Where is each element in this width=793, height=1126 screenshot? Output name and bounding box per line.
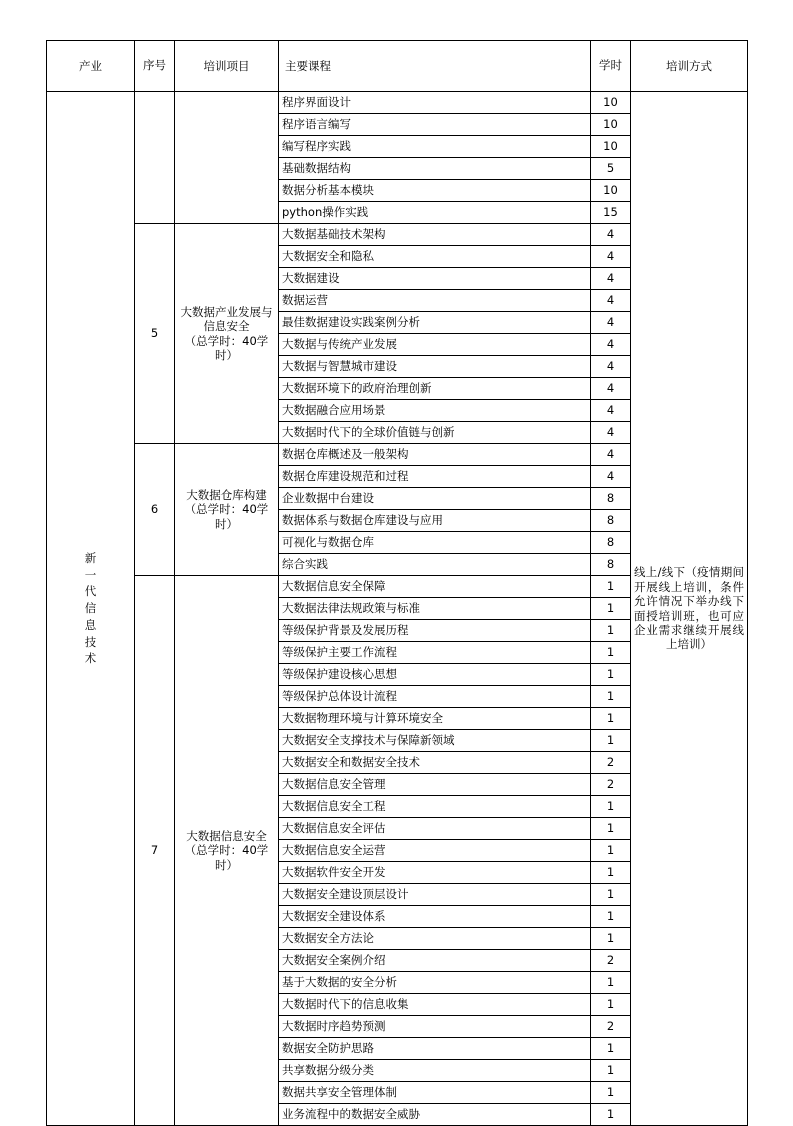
course-name-cell: 等级保护总体设计流程 (279, 686, 591, 708)
course-name-cell: 大数据基础技术架构 (279, 224, 591, 246)
course-hours-cell: 1 (591, 906, 631, 928)
group-no-cell (135, 92, 175, 224)
course-hours-cell: 8 (591, 488, 631, 510)
course-name-cell: python操作实践 (279, 202, 591, 224)
course-name-cell: 大数据信息安全评估 (279, 818, 591, 840)
course-name-cell: 大数据时代下的全球价值链与创新 (279, 422, 591, 444)
course-hours-cell: 4 (591, 312, 631, 334)
course-hours-cell: 10 (591, 92, 631, 114)
course-hours-cell: 4 (591, 268, 631, 290)
course-hours-cell: 1 (591, 730, 631, 752)
course-name-cell: 数据仓库建设规范和过程 (279, 466, 591, 488)
course-hours-cell: 8 (591, 532, 631, 554)
course-hours-cell: 1 (591, 708, 631, 730)
course-hours-cell: 2 (591, 774, 631, 796)
project-name-cell: 大数据信息安全 （总学时：40学 时） (175, 576, 279, 1126)
course-name-cell: 大数据融合应用场景 (279, 400, 591, 422)
course-hours-cell: 4 (591, 246, 631, 268)
course-name-cell: 综合实践 (279, 554, 591, 576)
course-hours-cell: 8 (591, 510, 631, 532)
course-hours-cell: 1 (591, 884, 631, 906)
header-course: 主要课程 (279, 41, 591, 92)
group-no-cell: 5 (135, 224, 175, 444)
course-name-cell: 业务流程中的数据安全威胁 (279, 1104, 591, 1126)
course-name-cell: 可视化与数据仓库 (279, 532, 591, 554)
industry-cell (47, 92, 135, 1126)
course-name-cell: 数据仓库概述及一般架构 (279, 444, 591, 466)
course-hours-cell: 4 (591, 224, 631, 246)
course-name-cell: 基础数据结构 (279, 158, 591, 180)
group-no-cell: 7 (135, 576, 175, 1126)
course-hours-cell: 1 (591, 686, 631, 708)
header-industry: 产业 (47, 41, 135, 92)
course-name-cell: 共享数据分级分类 (279, 1060, 591, 1082)
course-hours-cell: 4 (591, 400, 631, 422)
course-hours-cell: 1 (591, 928, 631, 950)
header-row (47, 41, 748, 92)
course-hours-cell: 1 (591, 1104, 631, 1126)
course-hours-cell: 1 (591, 1038, 631, 1060)
course-hours-cell: 10 (591, 180, 631, 202)
course-name-cell: 大数据安全支撑技术与保障新领域 (279, 730, 591, 752)
course-name-cell: 基于大数据的安全分析 (279, 972, 591, 994)
course-name-cell: 大数据物理环境与计算环境安全 (279, 708, 591, 730)
course-hours-cell: 1 (591, 1082, 631, 1104)
course-name-cell: 大数据信息安全保障 (279, 576, 591, 598)
course-hours-cell: 4 (591, 422, 631, 444)
course-hours-cell: 5 (591, 158, 631, 180)
course-hours-cell: 2 (591, 950, 631, 972)
course-name-cell: 大数据安全建设体系 (279, 906, 591, 928)
course-hours-cell: 1 (591, 664, 631, 686)
course-name-cell: 大数据时代下的信息收集 (279, 994, 591, 1016)
course-hours-cell: 1 (591, 972, 631, 994)
course-name-cell: 数据运营 (279, 290, 591, 312)
course-name-cell: 数据安全防护思路 (279, 1038, 591, 1060)
course-name-cell: 大数据软件安全开发 (279, 862, 591, 884)
table-body (47, 92, 748, 1126)
course-hours-cell: 8 (591, 554, 631, 576)
course-hours-cell: 10 (591, 114, 631, 136)
course-name-cell: 大数据信息安全运营 (279, 840, 591, 862)
course-name-cell: 大数据法律法规政策与标准 (279, 598, 591, 620)
course-hours-cell: 1 (591, 796, 631, 818)
header-mode: 培训方式 (631, 41, 748, 92)
course-hours-cell: 1 (591, 620, 631, 642)
course-hours-cell: 4 (591, 334, 631, 356)
training-mode-text: 线上/线下（疫情期间开展线上培训，条件允许情况下举办线下面授培训班，也可应企业需求继续开展线上培训） (634, 565, 744, 652)
course-name-cell: 程序语言编写 (279, 114, 591, 136)
table-header (47, 41, 748, 92)
project-name-cell: 大数据产业发展与 信息安全 （总学时：40学 时） (175, 224, 279, 444)
course-hours-cell: 1 (591, 1060, 631, 1082)
course-hours-cell: 1 (591, 642, 631, 664)
course-name-cell: 大数据信息安全管理 (279, 774, 591, 796)
header-no: 序号 (135, 41, 175, 92)
course-name-cell: 大数据信息安全工程 (279, 796, 591, 818)
project-name-cell: 大数据仓库构建 （总学时：40学 时） (175, 444, 279, 576)
course-name-cell: 大数据环境下的政府治理创新 (279, 378, 591, 400)
course-hours-cell: 1 (591, 840, 631, 862)
course-hours-cell: 4 (591, 290, 631, 312)
header-hours: 学时 (591, 41, 631, 92)
course-hours-cell: 2 (591, 752, 631, 774)
course-name-cell: 大数据安全案例介绍 (279, 950, 591, 972)
course-name-cell: 等级保护建设核心思想 (279, 664, 591, 686)
group-no-cell: 6 (135, 444, 175, 576)
course-name-cell: 编写程序实践 (279, 136, 591, 158)
course-name-cell: 大数据时序趋势预测 (279, 1016, 591, 1038)
course-name-cell: 大数据建设 (279, 268, 591, 290)
table-row (47, 92, 748, 114)
course-name-cell: 等级保护主要工作流程 (279, 642, 591, 664)
course-name-cell: 数据分析基本模块 (279, 180, 591, 202)
course-name-cell: 大数据安全方法论 (279, 928, 591, 950)
course-name-cell: 等级保护背景及发展历程 (279, 620, 591, 642)
course-name-cell: 数据体系与数据仓库建设与应用 (279, 510, 591, 532)
course-hours-cell: 4 (591, 444, 631, 466)
course-hours-cell: 1 (591, 862, 631, 884)
course-name-cell: 大数据安全和数据安全技术 (279, 752, 591, 774)
course-hours-cell: 4 (591, 378, 631, 400)
training-schedule-table (46, 40, 748, 1126)
course-name-cell: 大数据安全和隐私 (279, 246, 591, 268)
training-mode-cell (631, 92, 748, 1126)
course-hours-cell: 2 (591, 1016, 631, 1038)
course-name-cell: 大数据与传统产业发展 (279, 334, 591, 356)
course-hours-cell: 4 (591, 466, 631, 488)
industry-label: 新一代信息技术 (84, 551, 98, 666)
course-name-cell: 程序界面设计 (279, 92, 591, 114)
course-name-cell: 大数据安全建设顶层设计 (279, 884, 591, 906)
header-project: 培训项目 (175, 41, 279, 92)
course-hours-cell: 15 (591, 202, 631, 224)
course-hours-cell: 4 (591, 356, 631, 378)
course-hours-cell: 1 (591, 994, 631, 1016)
course-name-cell: 企业数据中台建设 (279, 488, 591, 510)
course-hours-cell: 10 (591, 136, 631, 158)
course-name-cell: 数据共享安全管理体制 (279, 1082, 591, 1104)
course-hours-cell: 1 (591, 598, 631, 620)
course-name-cell: 最佳数据建设实践案例分析 (279, 312, 591, 334)
course-hours-cell: 1 (591, 818, 631, 840)
project-name-cell (175, 92, 279, 224)
course-name-cell: 大数据与智慧城市建设 (279, 356, 591, 378)
course-hours-cell: 1 (591, 576, 631, 598)
